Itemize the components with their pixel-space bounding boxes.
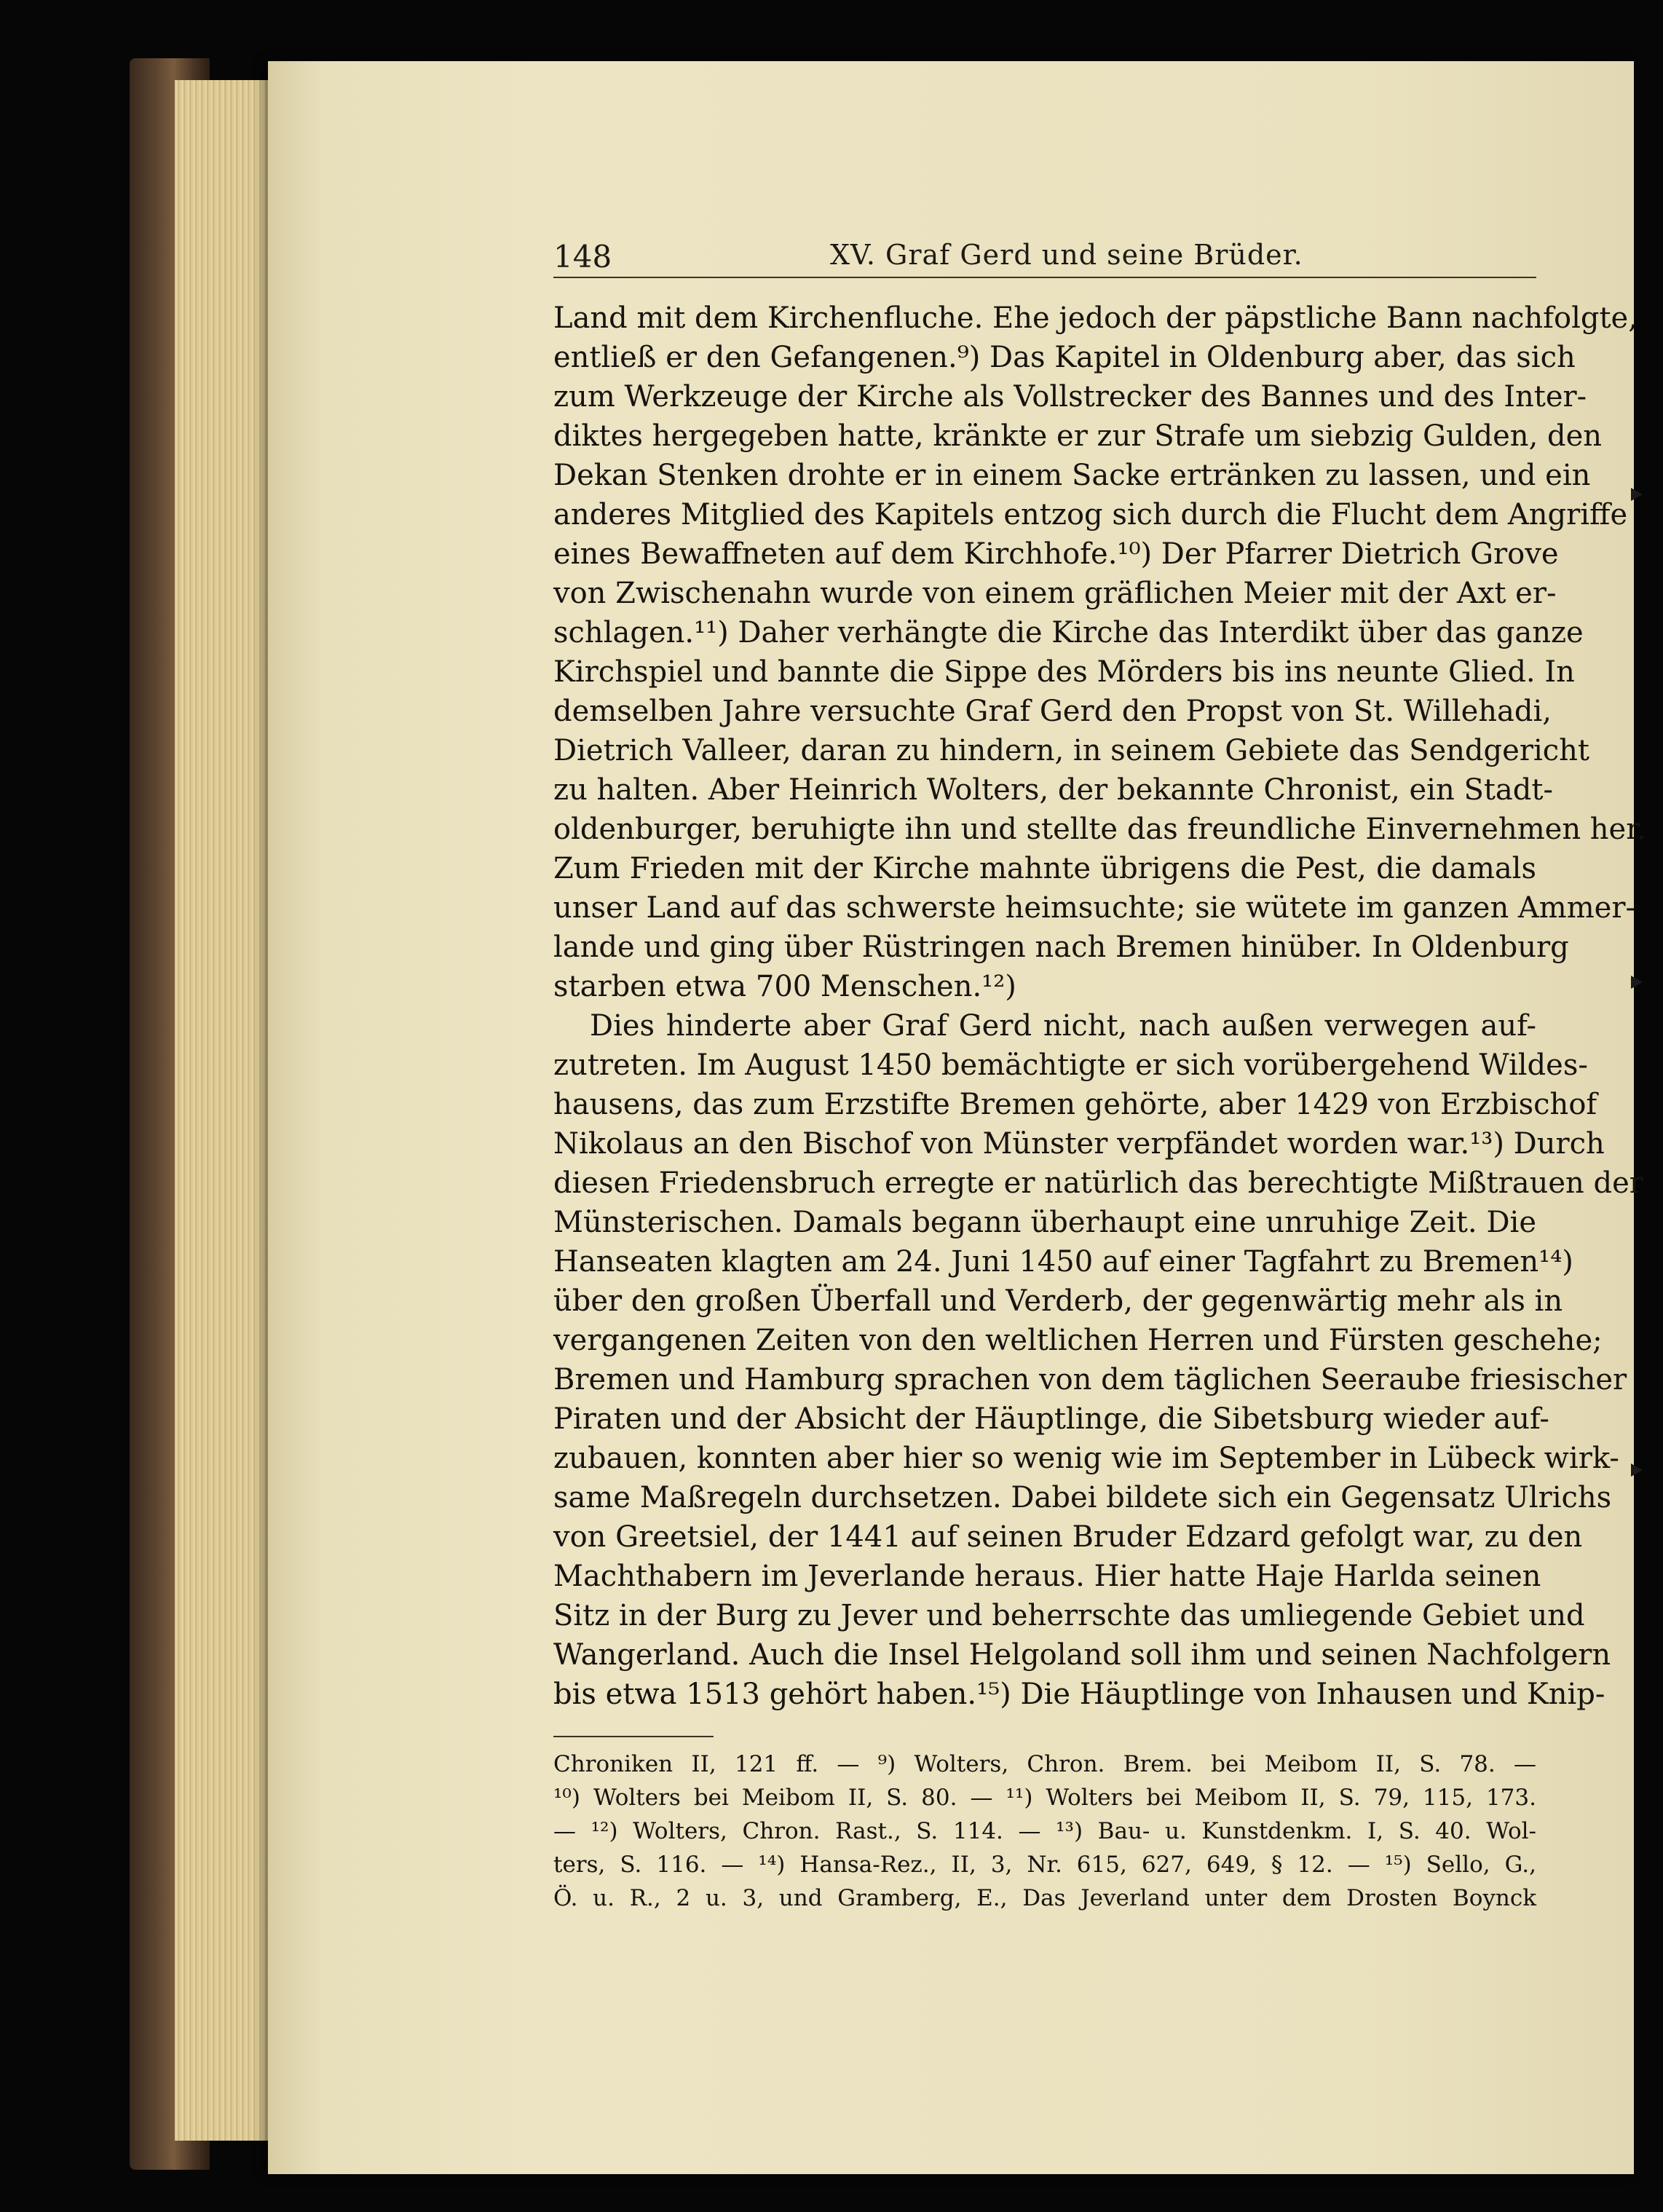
body-line: zubauen, konnten aber hier so wenig wie im September in Lübeck wirk-: [553, 1442, 1619, 1475]
page-edges: [175, 80, 277, 2141]
body-line: diktes hergegeben hatte, kränkte er zur Strafe um siebzig Gulden, den: [553, 419, 1603, 453]
footnote-line: — ¹²) Wolters, Chron. Rast., S. 114. — ¹³) Bau- u. Kunstdenkm. I, S. 40. Wol-: [553, 1818, 1536, 1844]
footnote-rule: [553, 1736, 714, 1737]
footnote-line: ¹⁰) Wolters bei Meibom II, S. 80. — ¹¹) Wolters bei Meibom II, S. 79, 115, 173.: [553, 1785, 1536, 1811]
body-line: Sitz in der Burg zu Jever und beherrschte das umliegende Gebiet und: [553, 1599, 1585, 1632]
body-line: zum Werkzeuge der Kirche als Vollstrecker des Bannes und des Inter-: [553, 380, 1587, 414]
body-line: diesen Friedensbruch erregte er natürlich das berechtigte Mißtrauen der: [553, 1166, 1643, 1200]
footnote-line: ters, S. 116. — ¹⁴) Hansa-Rez., II, 3, Nr. 615, 627, 649, § 12. — ¹⁵) Sello, G.,: [553, 1852, 1536, 1878]
body-line: Hanseaten klagten am 24. Juni 1450 auf einer Tagfahrt zu Bremen¹⁴): [553, 1245, 1573, 1279]
body-line: bis etwa 1513 gehört haben.¹⁵) Die Häuptlinge von Inhausen und Knip-: [553, 1678, 1605, 1711]
margin-marker: [1631, 488, 1643, 501]
body-line: Land mit dem Kirchenfluche. Ehe jedoch der päpstliche Bann nachfolgte,: [553, 301, 1638, 335]
body-line: Kirchspiel und bannte die Sippe des Mörders bis ins neunte Glied. In: [553, 655, 1575, 689]
body-line: zu halten. Aber Heinrich Wolters, der bekannte Chronist, ein Stadt-: [553, 773, 1553, 807]
body-line: Dekan Stenken drohte er in einem Sacke ertränken zu lassen, und ein: [553, 459, 1591, 492]
body-line: Münsterischen. Damals begann überhaupt eine unruhige Zeit. Die: [553, 1206, 1536, 1239]
body-line: Dietrich Valleer, daran zu hindern, in seinem Gebiete das Sendgericht: [553, 734, 1589, 767]
footnote-line: Chroniken II, 121 ff. — ⁹) Wolters, Chron. Brem. bei Meibom II, S. 78. —: [553, 1751, 1536, 1777]
body-line: same Maßregeln durchsetzen. Dabei bildete sich ein Gegensatz Ulrichs: [553, 1481, 1612, 1514]
body-line: schlagen.¹¹) Daher verhängte die Kirche das Interdikt über das ganze: [553, 616, 1584, 649]
page-number: 148: [553, 239, 612, 274]
body-line: hausens, das zum Erzstifte Bremen gehörte, aber 1429 von Erzbischof: [553, 1088, 1597, 1121]
body-line: lande und ging über Rüstringen nach Bremen hinüber. In Oldenburg: [553, 931, 1569, 964]
body-line: Wangerland. Auch die Insel Helgoland soll ihm und seinen Nachfolgern: [553, 1638, 1611, 1672]
body-line: Nikolaus an den Bischof von Münster verpfändet worden war.¹³) Durch: [553, 1127, 1605, 1161]
body-line: über den großen Überfall und Verderb, der gegenwärtig mehr als in: [553, 1284, 1563, 1318]
body-line: starben etwa 700 Menschen.¹²): [553, 970, 1016, 1003]
body-line: demselben Jahre versuchte Graf Gerd den Propst von St. Willehadi,: [553, 695, 1552, 728]
body-line: Machthabern im Jeverlande heraus. Hier hatte Haje Harlda seinen: [553, 1560, 1541, 1593]
body-line: entließ er den Gefangenen.⁹) Das Kapitel in Oldenburg aber, das sich: [553, 341, 1576, 374]
body-line: zutreten. Im August 1450 bemächtigte er sich vorübergehend Wildes-: [553, 1048, 1588, 1082]
body-line: von Greetsiel, der 1441 auf seinen Bruder Edzard gefolgt war, zu den: [553, 1520, 1583, 1554]
body-line: oldenburger, beruhigte ihn und stellte das freundliche Einvernehmen her.: [553, 813, 1646, 846]
body-line: Bremen und Hamburg sprachen von dem täglichen Seeraube friesischer: [553, 1363, 1627, 1397]
body-line: Piraten und der Absicht der Häuptlinge, die Sibetsburg wieder auf-: [553, 1402, 1549, 1436]
footnote-line: Ö. u. R., 2 u. 3, und Gramberg, E., Das Jeverland unter dem Drosten Boynck: [553, 1885, 1536, 1911]
running-title: XV. Graf Gerd und seine Brüder.: [830, 239, 1303, 271]
margin-marker: [1631, 1464, 1643, 1477]
body-line: unser Land auf das schwerste heimsuchte; sie wütete im ganzen Ammer-: [553, 891, 1635, 925]
footnotes: [553, 1747, 1536, 1915]
body-line: von Zwischenahn wurde von einem gräflichen Meier mit der Axt er-: [553, 577, 1557, 610]
page-header: [553, 234, 1536, 278]
body-line: vergangenen Zeiten von den weltlichen Herren und Fürsten geschehe;: [553, 1324, 1603, 1357]
body-line: Zum Frieden mit der Kirche mahnte übrigens die Pest, die damals: [553, 852, 1536, 885]
body-line: anderes Mitglied des Kapitels entzog sich durch die Flucht dem Angriffe: [553, 498, 1628, 532]
body-text: [553, 299, 1646, 1714]
body-line: Dies hinderte aber Graf Gerd nicht, nach außen verwegen auf-: [590, 1009, 1536, 1043]
margin-marker: [1631, 976, 1643, 989]
body-line: eines Bewaffneten auf dem Kirchhofe.¹⁰) Der Pfarrer Dietrich Grove: [553, 537, 1559, 571]
